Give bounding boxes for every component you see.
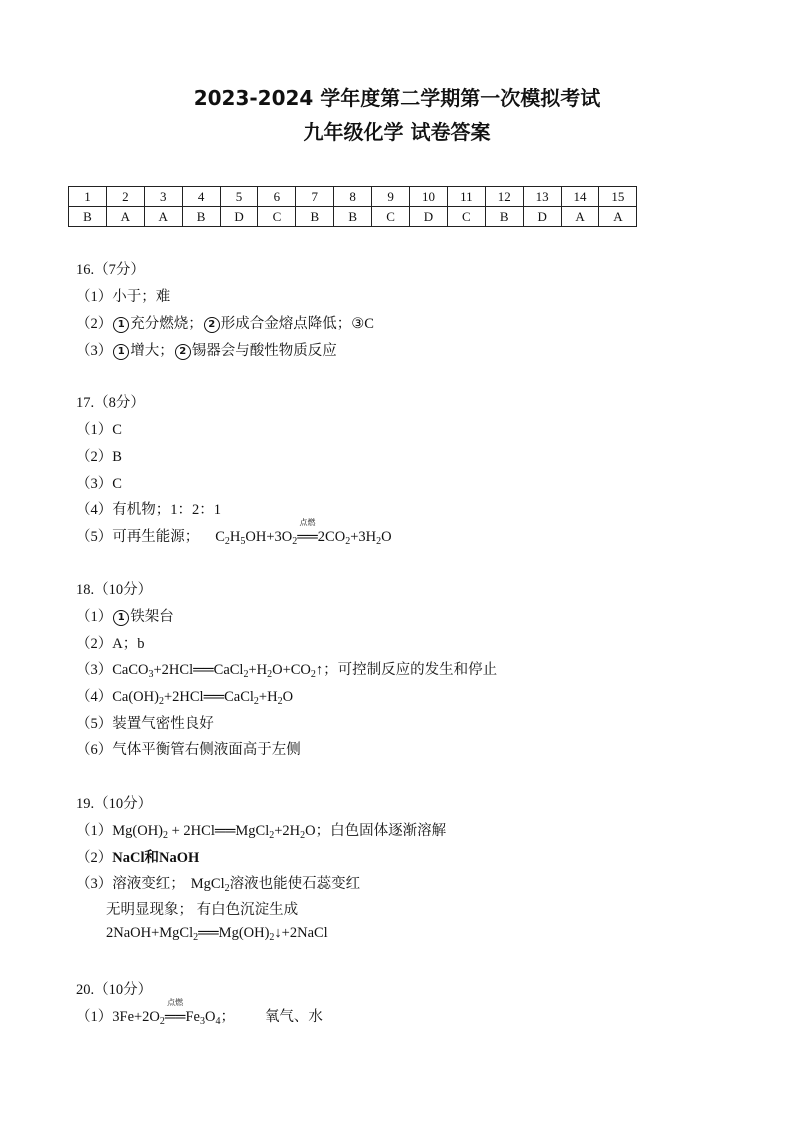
question-number-cell: 6 <box>258 187 296 207</box>
question-number-cell: 11 <box>447 187 485 207</box>
answer-cell: C <box>372 207 410 227</box>
question-number-cell: 13 <box>523 187 561 207</box>
answer-cell: A <box>599 207 637 227</box>
answer-row <box>69 207 637 227</box>
circled-number: 1 <box>113 344 129 360</box>
answer-cell: C <box>258 207 296 227</box>
question-number-cell: 4 <box>182 187 220 207</box>
question-number-cell: 2 <box>106 187 144 207</box>
mgoh2-hcl-equation: $Mg(OH)_2$ + $2HCl══MgCl_2+2H_2O$ <box>112 823 316 841</box>
answer-cell: D <box>523 207 561 227</box>
question-number-cell: 15 <box>599 187 637 207</box>
exam-subtitle: 九年级化学 试卷答案 <box>303 120 491 144</box>
answer-cell: B <box>296 207 334 227</box>
question-number-cell: 7 <box>296 187 334 207</box>
answer-cell: B <box>182 207 220 227</box>
q17-part4: （4）有机物；1：2：1 <box>76 502 221 518</box>
q16-part2: （2） 1 充分燃烧； 2 形成合金熔点降低；③C <box>76 316 374 332</box>
q18-part2: （2）A；b <box>76 636 145 652</box>
q19-header: 19.（10分） <box>76 796 153 812</box>
question-number-cell: 3 <box>144 187 182 207</box>
question-number-cell: 10 <box>410 187 448 207</box>
q19-part3-observation: 无明显现象； 有白色沉淀生成 <box>106 902 299 918</box>
q18-part5: （5）装置气密性良好 <box>76 716 214 732</box>
question-number-cell: 14 <box>561 187 599 207</box>
q16-part1: （1）小于；难 <box>76 289 171 305</box>
answer-cell: B <box>334 207 372 227</box>
answer-cell: D <box>410 207 448 227</box>
answer-cell: B <box>69 207 107 227</box>
circled-number: 2 <box>175 344 191 360</box>
ethanol-combustion-equation: $C_2H_5OH+3O_2$ 点燃 $══2CO_2+3H_2O$ <box>215 518 392 547</box>
q19-part1: $(1)Mg(OH)_2$ + $2HCl══MgCl_2+2H_2O$；白色固体逐渐溶解 <box>76 823 447 841</box>
q19-part3: （3）溶液变红； MgCl$_2$溶液也能使石蕊变红 <box>76 876 361 894</box>
question-number-cell: 12 <box>485 187 523 207</box>
circled-number: 1 <box>113 610 129 626</box>
q16-part3: （3） 1 增大； 2 锡器会与酸性物质反应 <box>76 343 337 359</box>
q20-header: 20.（10分） <box>76 982 153 998</box>
q17-part1: （1）C <box>76 422 122 438</box>
q18-part4: $(4)Ca(OH)_2+2HCl══CaCl_2+H_2O$ <box>76 689 294 707</box>
question-number-cell: 9 <box>372 187 410 207</box>
q19-part2: （2）NaCl和NaOH <box>76 850 200 866</box>
naoh-mgcl2-equation: $2NaOH+MgCl_2══Mg(OH)_2↓+2NaCl$ <box>106 925 328 943</box>
answer-cell: A <box>144 207 182 227</box>
q17-part5: （5）可再生能源； $C_2H_5OH+3O_2$ 点燃 $══2CO_2+3H_2O$ <box>76 518 392 547</box>
circled-number: 1 <box>113 317 129 333</box>
q17-header: 17.（8分） <box>76 395 145 411</box>
answer-cell: A <box>561 207 599 227</box>
question-number-cell: 5 <box>220 187 258 207</box>
q18-header: 18.（10分） <box>76 582 153 598</box>
circled-number: 2 <box>204 317 220 333</box>
caoh2-hcl-equation: $Ca(OH)_2+2HCl══CaCl_2+H_2O$ <box>112 689 294 707</box>
answer-cell: B <box>485 207 523 227</box>
q20-part1: $(1)3Fe+2O_2$ 点燃 $══Fe_3O_4$； 氧气、水 <box>76 998 323 1027</box>
answer-cell: D <box>220 207 258 227</box>
q16-header: 16.（7分） <box>76 262 145 278</box>
answer-cell: A <box>106 207 144 227</box>
q18-part6: （6）气体平衡管右侧液面高于左侧 <box>76 742 301 758</box>
caco3-hcl-equation: $CaCO_3+2HCl══CaCl_2+H_2O+CO_2↑$ <box>112 662 324 680</box>
q18-part3: $(3)CaCO_3+2HCl══CaCl_2+H_2O+CO_2↑$；可控制反应的发生和停止 <box>76 662 498 680</box>
question-number-cell: 1 <box>69 187 107 207</box>
question-number-cell: 8 <box>334 187 372 207</box>
answer-cell: C <box>447 207 485 227</box>
answer-table <box>68 186 637 227</box>
mgcl2-formula: MgCl$_2$ <box>190 876 230 894</box>
exam-title: 2023-2024 学年度第二学期第一次模拟考试 <box>193 86 601 110</box>
q18-part1: （1） 1 铁架台 <box>76 609 174 625</box>
q17-part2: （2）B <box>76 449 122 465</box>
q17-part3: （3）C <box>76 476 122 492</box>
question-number-row <box>69 187 637 207</box>
q19-part3-equation <box>106 925 328 942</box>
iron-combustion-equation: $3Fe+2O_2$ 点燃 $══Fe_3O_4$； <box>112 998 235 1027</box>
